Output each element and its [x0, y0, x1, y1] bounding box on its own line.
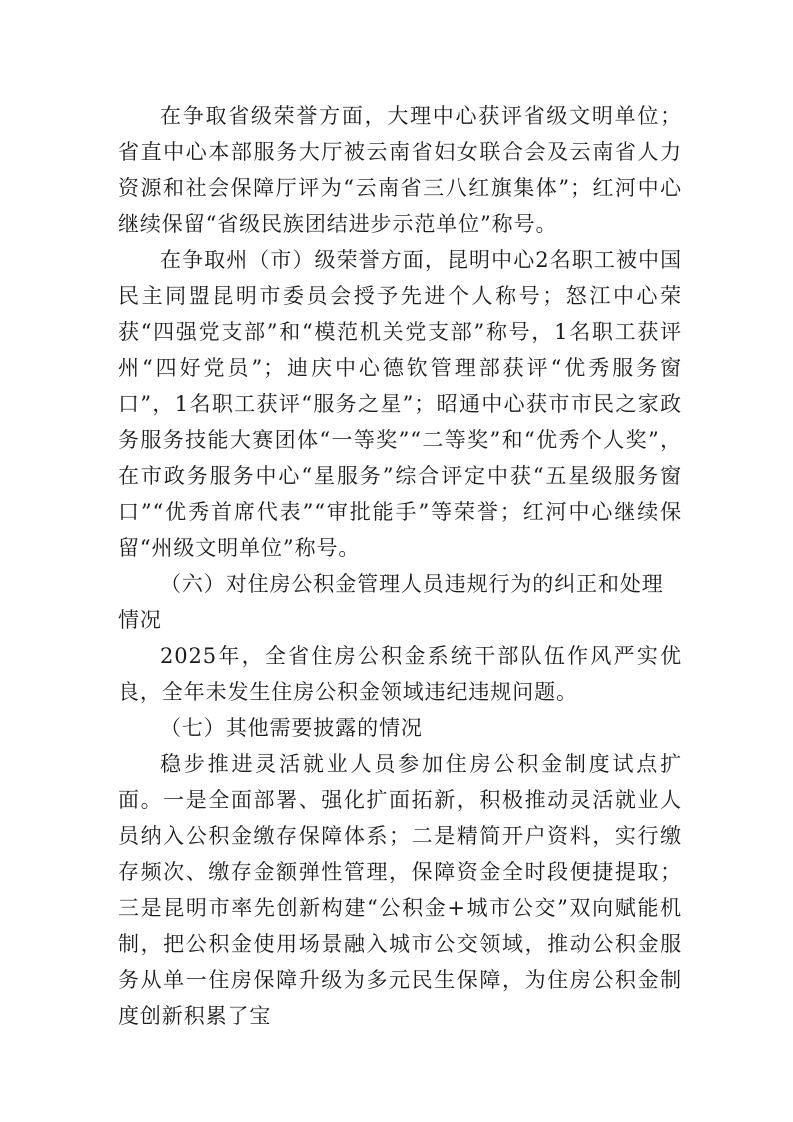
document-body — [118, 98, 682, 1034]
section-heading-six: （六）对住房公积金管理人员违规行为的纠正和处理情况 — [118, 572, 664, 632]
paragraph-municipal-honors: 在争取州（市）级荣誉方面，昆明中心2名职工被中国民主同盟昆明市委员会授予先进个人称号；怒江中心荣获“四强党支部”和“模范机关党支部”称号，1名职工获评州“四好党员”；迪庆中心德钦管理部获评“优秀服务窗口”，1名职工获评“服务之星”；昭通中心获市市民之家政务服务技能大赛团体“一等奖”“二等奖”和“优秀个人奖”，在市政务服务中心“星服务”综合评定中获“五星级服务窗口”“优秀首席代表”“审批能手”等荣誉；红河中心继续保留“州级文明单位”称号。 — [118, 248, 682, 560]
paragraph-violations: 2025年，全省住房公积金系统干部队伍作风严实优良，全年未发生住房公积金领域违纪违规问题。 — [118, 644, 682, 704]
paragraph-provincial-honors: 在争取省级荣誉方面，大理中心获评省级文明单位；省直中心本部服务大厅被云南省妇女联合会及云南省人力资源和社会保障厅评为“云南省三八红旗集体”；红河中心继续保留“省级民族团结进步示范单位”称号。 — [118, 104, 682, 236]
section-heading-seven: （七）其他需要披露的情况 — [160, 716, 423, 740]
paragraph-flexible-employment: 稳步推进灵活就业人员参加住房公积金制度试点扩面。一是全面部署、强化扩面拓新，积极推动灵活就业人员纳入公积金缴存保障体系；二是精简开户资料，实行缴存频次、缴存金额弹性管理，保障资金全时段便捷提取；三是昆明市率先创新构建“公积金+城市公交”双向赋能机制，把公积金使用场景融入城市公交领域，推动公积金服务从单一住房保障升级为多元民生保障，为住房公积金制度创新积累了宝 — [118, 752, 682, 1028]
